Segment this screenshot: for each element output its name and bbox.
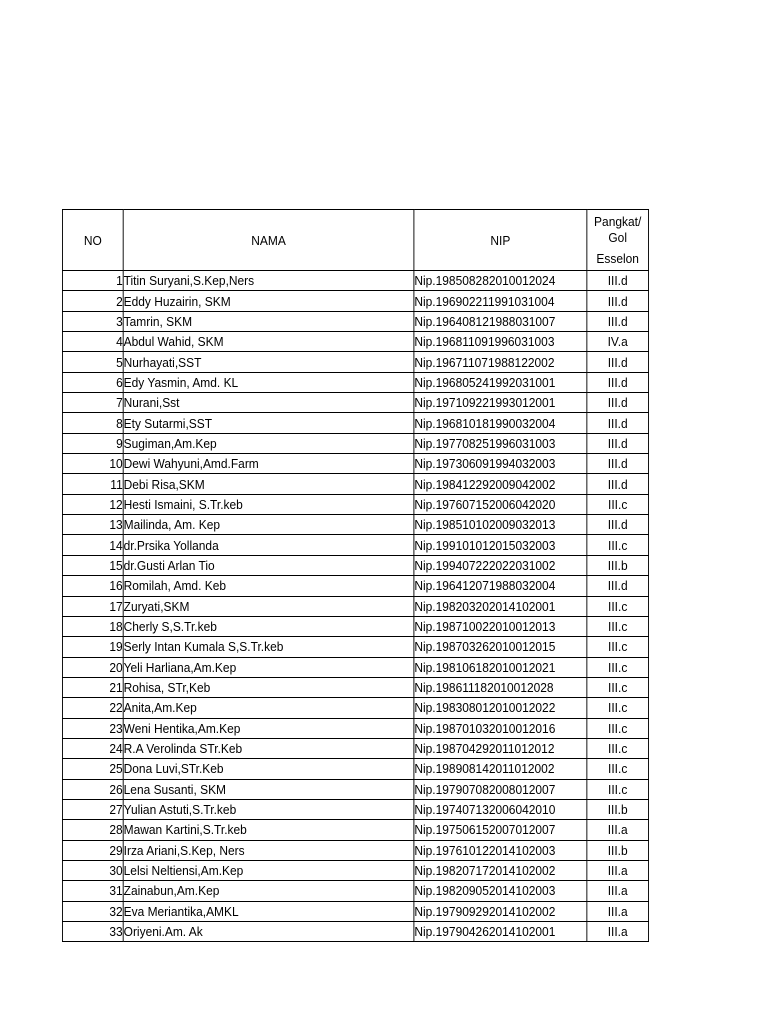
- cell-pangkat-gol: III.d: [587, 474, 649, 494]
- cell-nip: Nip.197708251996031003: [414, 433, 587, 453]
- cell-no: 31: [62, 881, 123, 901]
- table-row: [62, 291, 648, 311]
- cell-nip: Nip.196711071988122002: [414, 352, 587, 372]
- cell-nip: Nip.198308012010012022: [414, 698, 587, 718]
- cell-no: 14: [62, 535, 123, 555]
- cell-no: 5: [62, 352, 123, 372]
- cell-no: 13: [62, 515, 123, 535]
- cell-no: 3: [62, 311, 123, 331]
- cell-pangkat-gol: III.d: [587, 515, 649, 535]
- cell-nip: Nip.198106182010012021: [414, 657, 587, 677]
- cell-nip: Nip.198412292009042002: [414, 474, 587, 494]
- table-row: [62, 535, 648, 555]
- table-row: [62, 352, 648, 372]
- cell-pangkat-gol: III.c: [587, 759, 649, 779]
- cell-nip: Nip.198203202014102001: [414, 596, 587, 616]
- cell-nip: Nip.198510102009032013: [414, 515, 587, 535]
- table-row: [62, 922, 648, 942]
- cell-nama: Nurani,Sst: [123, 393, 414, 413]
- cell-nama: Rohisa, STr,Keb: [123, 677, 414, 697]
- table-row: [62, 474, 648, 494]
- cell-no: 6: [62, 372, 123, 392]
- cell-pangkat-gol: IV.a: [587, 332, 649, 352]
- cell-nip: Nip.198710022010012013: [414, 616, 587, 636]
- cell-nama: Weni Hentika,Am.Kep: [123, 718, 414, 738]
- cell-pangkat-gol: III.d: [587, 433, 649, 453]
- cell-nip: Nip.196902211991031004: [414, 291, 587, 311]
- cell-pangkat-gol: III.b: [587, 799, 649, 819]
- cell-nip: Nip.196412071988032004: [414, 576, 587, 596]
- table-row: [62, 271, 648, 291]
- cell-nip: Nip.197904262014102001: [414, 922, 587, 942]
- cell-nip: Nip.198701032010012016: [414, 718, 587, 738]
- cell-pangkat-gol: III.c: [587, 637, 649, 657]
- cell-no: 8: [62, 413, 123, 433]
- table-row: [62, 454, 648, 474]
- cell-nip: Nip.197610122014102003: [414, 840, 587, 860]
- cell-nip: Nip.197506152007012007: [414, 820, 587, 840]
- table-row: [62, 881, 648, 901]
- table-row: [62, 657, 648, 677]
- header-nama: NAMA: [123, 210, 414, 271]
- table-row: [62, 494, 648, 514]
- cell-nip: Nip.198209052014102003: [414, 881, 587, 901]
- cell-nama: Oriyeni.Am. Ak: [123, 922, 414, 942]
- table-row: [62, 779, 648, 799]
- cell-nama: Debi Risa,SKM: [123, 474, 414, 494]
- cell-pangkat-gol: III.c: [587, 657, 649, 677]
- cell-no: 33: [62, 922, 123, 942]
- cell-nama: Tamrin, SKM: [123, 311, 414, 331]
- table-row: [62, 718, 648, 738]
- table-row: [62, 515, 648, 535]
- cell-nip: Nip.199407222022031002: [414, 555, 587, 575]
- cell-no: 16: [62, 576, 123, 596]
- cell-no: 30: [62, 860, 123, 880]
- cell-nama: Yulian Astuti,S.Tr.keb: [123, 799, 414, 819]
- cell-nama: Mailinda, Am. Kep: [123, 515, 414, 535]
- cell-nama: Ety Sutarmi,SST: [123, 413, 414, 433]
- cell-nip: Nip.197306091994032003: [414, 454, 587, 474]
- cell-nama: R.A Verolinda STr.Keb: [123, 738, 414, 758]
- cell-nip: Nip.198611182010012028: [414, 677, 587, 697]
- cell-pangkat-gol: III.c: [587, 616, 649, 636]
- cell-pangkat-gol: III.c: [587, 677, 649, 697]
- cell-nama: Anita,Am.Kep: [123, 698, 414, 718]
- cell-nama: Lelsi Neltiensi,Am.Kep: [123, 860, 414, 880]
- table-row: [62, 860, 648, 880]
- cell-nip: Nip.196811091996031003: [414, 332, 587, 352]
- cell-nama: Abdul Wahid, SKM: [123, 332, 414, 352]
- cell-no: 27: [62, 799, 123, 819]
- header-esselon: Esselon: [596, 250, 639, 266]
- cell-no: 17: [62, 596, 123, 616]
- cell-pangkat-gol: III.b: [587, 840, 649, 860]
- table-row: [62, 596, 648, 616]
- header-nip: NIP: [414, 210, 587, 271]
- cell-nip: Nip.196810181990032004: [414, 413, 587, 433]
- cell-no: 2: [62, 291, 123, 311]
- cell-nama: Hesti Ismaini, S.Tr.keb: [123, 494, 414, 514]
- cell-nama: Mawan Kartini,S.Tr.keb: [123, 820, 414, 840]
- cell-pangkat-gol: III.d: [587, 271, 649, 291]
- cell-no: 19: [62, 637, 123, 657]
- cell-no: 12: [62, 494, 123, 514]
- table-row: [62, 332, 648, 352]
- cell-no: 20: [62, 657, 123, 677]
- table-row: [62, 901, 648, 921]
- cell-no: 10: [62, 454, 123, 474]
- cell-nama: Dewi Wahyuni,Amd.Farm: [123, 454, 414, 474]
- cell-nip: Nip.197109221993012001: [414, 393, 587, 413]
- header-gol: Gol: [608, 229, 627, 245]
- cell-nama: Sugiman,Am.Kep: [123, 433, 414, 453]
- cell-no: 26: [62, 779, 123, 799]
- table-row: [62, 698, 648, 718]
- cell-pangkat-gol: III.c: [587, 718, 649, 738]
- cell-pangkat-gol: III.d: [587, 393, 649, 413]
- cell-nip: Nip.198703262010012015: [414, 637, 587, 657]
- cell-no: 11: [62, 474, 123, 494]
- cell-nip: Nip.196408121988031007: [414, 311, 587, 331]
- table-row: [62, 555, 648, 575]
- cell-no: 25: [62, 759, 123, 779]
- table-row: [62, 677, 648, 697]
- table-row: [62, 799, 648, 819]
- cell-pangkat-gol: III.d: [587, 413, 649, 433]
- cell-pangkat-gol: III.c: [587, 738, 649, 758]
- table-row: [62, 372, 648, 392]
- header-no: NO: [62, 210, 123, 271]
- cell-nama: Edy Yasmin, Amd. KL: [123, 372, 414, 392]
- table-row: [62, 840, 648, 860]
- cell-nip: Nip.199101012015032003: [414, 535, 587, 555]
- cell-pangkat-gol: III.d: [587, 352, 649, 372]
- cell-pangkat-gol: III.c: [587, 535, 649, 555]
- cell-nama: Zainabun,Am.Kep: [123, 881, 414, 901]
- cell-nama: Titin Suryani,S.Kep,Ners: [123, 271, 414, 291]
- cell-pangkat-gol: III.a: [587, 922, 649, 942]
- cell-nama: Yeli Harliana,Am.Kep: [123, 657, 414, 677]
- cell-pangkat-gol: III.d: [587, 311, 649, 331]
- cell-pangkat-gol: III.a: [587, 901, 649, 921]
- cell-no: 21: [62, 677, 123, 697]
- cell-nama: Serly Intan Kumala S,S.Tr.keb: [123, 637, 414, 657]
- employee-table: [62, 209, 649, 942]
- cell-nama: Eva Meriantika,AMKL: [123, 901, 414, 921]
- cell-pangkat-gol: III.c: [587, 698, 649, 718]
- header-pangkat: Pangkat/: [594, 213, 642, 229]
- table-row: [62, 311, 648, 331]
- cell-nip: Nip.197907082008012007: [414, 779, 587, 799]
- table-row: [62, 413, 648, 433]
- cell-nama: Lena Susanti, SKM: [123, 779, 414, 799]
- table-row: [62, 637, 648, 657]
- table-row: [62, 738, 648, 758]
- table-row: [62, 433, 648, 453]
- table-row: [62, 576, 648, 596]
- cell-pangkat-gol: III.d: [587, 454, 649, 474]
- cell-nama: Zuryati,SKM: [123, 596, 414, 616]
- cell-no: 23: [62, 718, 123, 738]
- cell-no: 4: [62, 332, 123, 352]
- cell-no: 32: [62, 901, 123, 921]
- cell-nip: Nip.197909292014102002: [414, 901, 587, 921]
- table-row: [62, 759, 648, 779]
- cell-pangkat-gol: III.d: [587, 576, 649, 596]
- cell-pangkat-gol: III.b: [587, 555, 649, 575]
- cell-pangkat-gol: III.c: [587, 494, 649, 514]
- table-row: [62, 820, 648, 840]
- cell-nip: Nip.198508282010012024: [414, 271, 587, 291]
- cell-nama: dr.Gusti Arlan Tio: [123, 555, 414, 575]
- cell-pangkat-gol: III.c: [587, 779, 649, 799]
- cell-no: 29: [62, 840, 123, 860]
- cell-nama: Dona Luvi,STr.Keb: [123, 759, 414, 779]
- cell-no: 9: [62, 433, 123, 453]
- header-pangkat-gol-esselon: [587, 210, 649, 271]
- cell-nama: Cherly S,S.Tr.keb: [123, 616, 414, 636]
- cell-no: 28: [62, 820, 123, 840]
- cell-pangkat-gol: III.a: [587, 860, 649, 880]
- cell-nama: Romilah, Amd. Keb: [123, 576, 414, 596]
- cell-pangkat-gol: III.c: [587, 596, 649, 616]
- cell-no: 1: [62, 271, 123, 291]
- cell-nip: Nip.196805241992031001: [414, 372, 587, 392]
- table-row: [62, 616, 648, 636]
- cell-nip: Nip.198207172014102002: [414, 860, 587, 880]
- header-row: [62, 210, 648, 271]
- cell-nama: Eddy Huzairin, SKM: [123, 291, 414, 311]
- cell-nama: dr.Prsika Yollanda: [123, 535, 414, 555]
- cell-pangkat-gol: III.a: [587, 881, 649, 901]
- table-row: [62, 393, 648, 413]
- cell-no: 7: [62, 393, 123, 413]
- cell-pangkat-gol: III.d: [587, 291, 649, 311]
- cell-no: 22: [62, 698, 123, 718]
- cell-nama: Irza Ariani,S.Kep, Ners: [123, 840, 414, 860]
- cell-pangkat-gol: III.d: [587, 372, 649, 392]
- cell-nip: Nip.198908142011012002: [414, 759, 587, 779]
- cell-no: 18: [62, 616, 123, 636]
- table-body: [62, 271, 648, 942]
- cell-pangkat-gol: III.a: [587, 820, 649, 840]
- cell-nama: Nurhayati,SST: [123, 352, 414, 372]
- cell-no: 24: [62, 738, 123, 758]
- cell-no: 15: [62, 555, 123, 575]
- cell-nip: Nip.197607152006042020: [414, 494, 587, 514]
- cell-nip: Nip.198704292011012012: [414, 738, 587, 758]
- cell-nip: Nip.197407132006042010: [414, 799, 587, 819]
